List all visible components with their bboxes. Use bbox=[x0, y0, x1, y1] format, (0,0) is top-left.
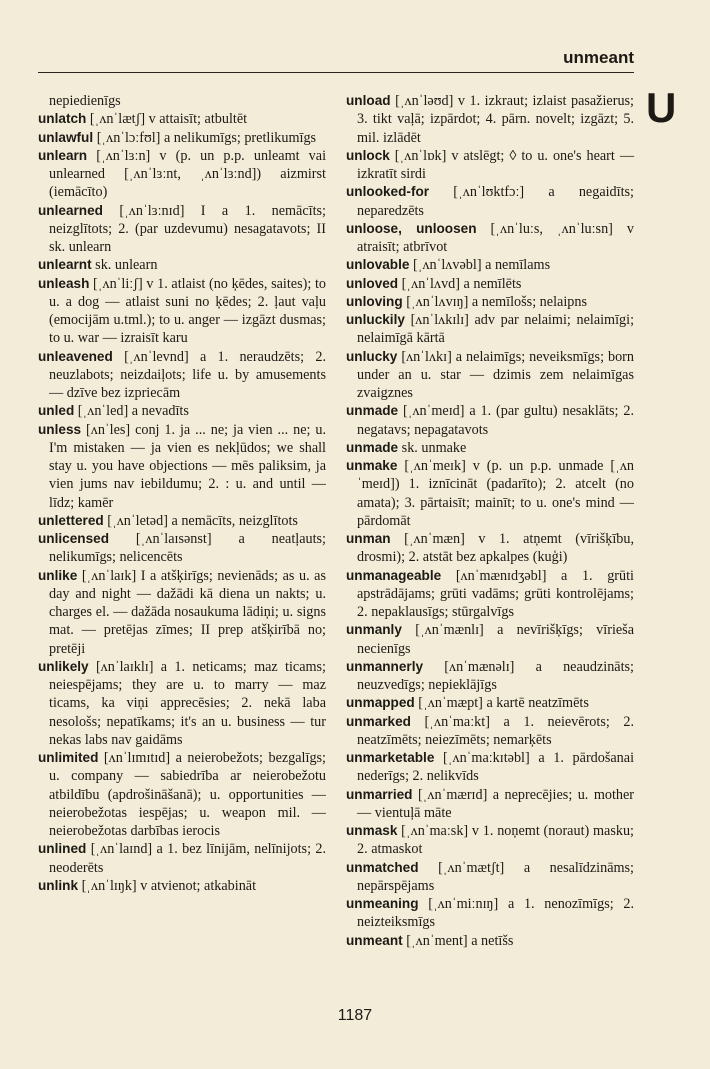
entry-headword: unmanly bbox=[346, 622, 402, 638]
entry-headword: unlovable bbox=[346, 257, 410, 273]
entry-headword: unlearnt bbox=[38, 257, 92, 273]
entry-definition: [ˌʌnˈliːʃ] v 1. atlaist (no ķēdes, saites); to u. a dog — atlaist suni no ķēdes; 2. ļaut vaļu (emocijām u.tml.); to u. anger — izgāzt dusmas; to u. war — izraisīt karu bbox=[49, 275, 326, 347]
entry-definition: [ˌʌnˈlɪŋk] v atvienot; atkabināt bbox=[81, 877, 257, 894]
entry-definition: [ˌʌnˈlʊktfɔː] a negaidīts; neparedzēts bbox=[357, 184, 634, 219]
dictionary-entry bbox=[346, 530, 634, 567]
thumb-index-letter: U bbox=[646, 84, 677, 131]
entry-headword: unlooked-for bbox=[346, 184, 430, 200]
entry-definition: [ˌʌnˈmeɪk] v (p. un p.p. unmade [ˌʌnˈmeɪd]) 1. iznīcināt (padarīto); 2. atcelt (no amata); 3. pārtaisīt; mainīt; to u. one's mind — pārdomāt bbox=[357, 458, 635, 529]
entry-definition: [ˌʌnˈmaːkt] a 1. neievērots; 2. neatzīmēts; neiezīmēts; nemarķēts bbox=[357, 713, 634, 748]
dictionary-entry bbox=[346, 402, 634, 439]
dictionary-entry bbox=[38, 421, 326, 512]
entry-headword: unmade bbox=[346, 439, 399, 455]
entry-definition: [ˌʌnˈmeɪd] a 1. (par gultu) nesaklāts; 2. negatavs; nepagatavots bbox=[357, 403, 635, 438]
entry-definition: [ʌnˈmænəlɪ] a neaudzināts; neuzvedīgs; nepieklājīgs bbox=[357, 658, 635, 693]
dictionary-entry bbox=[38, 402, 326, 420]
dictionary-entry bbox=[346, 694, 634, 712]
entry-headword: unlined bbox=[38, 841, 87, 857]
entry-headword: unmask bbox=[346, 823, 398, 838]
entry-definition: [ˌʌnˈlɔːfʊl] a nelikumīgs; pretlikumīgs bbox=[96, 129, 317, 146]
entry-headword: unless bbox=[38, 421, 82, 437]
entry-definition: [ˌʌnˈmæn] v 1. atņemt (vīrišķību, drosmi); 2. atstāt bez apkalpes (kuģi) bbox=[357, 531, 634, 566]
entry-headword: unlink bbox=[38, 877, 79, 893]
entry-definition: [ˌʌnˈləʊd] v 1. izkraut; izlaist pasažierus; 3. tikt vaļā; izpārdot; 4. pārn. novelt; izgāzt; 5. mil. izlādēt bbox=[357, 93, 634, 146]
entry-definition: [ˌʌnˈmænlɪ] a nevīrišķīgs; vīrieša necienīgs bbox=[357, 622, 635, 657]
dictionary-entry bbox=[346, 932, 634, 950]
dictionary-entry bbox=[346, 92, 634, 147]
entry-headword: unload bbox=[346, 93, 391, 108]
dictionary-entry bbox=[38, 92, 326, 110]
entry-definition: [ˌʌnˈment] a netīšs bbox=[406, 932, 514, 949]
entry-definition: [ˌʌnˈlɜːn] v (p. un p.p. unleamt vai unlearned [ˌʌnˈlɜːnt, ˌʌnˈlɜːnd]) aizmirst (iemācīto) bbox=[49, 147, 327, 201]
dictionary-entry bbox=[346, 311, 634, 348]
entry-headword: unleavened bbox=[38, 348, 113, 364]
dictionary-entry bbox=[38, 658, 326, 749]
entry-headword: unmannerly bbox=[346, 658, 424, 674]
entry-definition: [ˌʌnˈlaɪnd] a 1. bez līnijām, nelīnijots; 2. neoderēts bbox=[49, 841, 327, 876]
entry-definition: [ʌnˈles] conj 1. ja ... ne; ja vien ... ne; u. I'm mistaken — ja vien es nekļūdos; we shall stay u. you have objections — mēs paliksim, ja vien jums nav iebildumu; 2. : u. and until — līdz; kamēr bbox=[49, 421, 326, 511]
page-number: 1187 bbox=[337, 1007, 373, 1024]
dictionary-entry bbox=[346, 457, 634, 530]
entry-definition: sk. unlearn bbox=[95, 257, 158, 274]
entry-definition: [ʌnˈlʌkɪlɪ] adv par nelaimi; nelaimīgi; nelaimīgā kārtā bbox=[357, 312, 635, 347]
dictionary-entry bbox=[346, 293, 634, 311]
entry-definition: [ˌʌnˈmæpt] a kartē neatzīmēts bbox=[418, 695, 589, 712]
entry-headword: unloving bbox=[346, 293, 403, 309]
dictionary-entry bbox=[38, 567, 326, 658]
dictionary-entry bbox=[346, 183, 634, 220]
dictionary-entry bbox=[38, 348, 326, 403]
entry-headword: unluckily bbox=[346, 312, 405, 327]
dictionary-entry bbox=[346, 348, 634, 403]
left-column bbox=[38, 92, 326, 895]
dictionary-entry bbox=[346, 275, 634, 293]
dictionary-entry bbox=[346, 256, 634, 274]
entry-headword: unloose, unloosen bbox=[346, 220, 477, 236]
entry-headword: unmake bbox=[346, 458, 398, 473]
entry-headword: unmarried bbox=[346, 786, 413, 802]
entry-headword: unlatch bbox=[38, 111, 87, 127]
dictionary-entry bbox=[346, 786, 634, 823]
entry-definition: [ˌʌnˈlaɪk] I a atšķirīgs; nevienāds; as u. as day and night — dažādi kā diena un nakts; u. charges el. — dažāda nosaukuma lādiņi; u. signs mat. — pretējas zīmes; II prep atšķirībā no; pretēji bbox=[49, 567, 326, 657]
entry-definition: [ˌʌnˈmaːkɪtəbl] a 1. pārdošanai nederīgs; 2. nelikvīds bbox=[357, 750, 635, 785]
dictionary-entry bbox=[346, 147, 634, 184]
entry-headword: unmatched bbox=[346, 859, 419, 875]
entry-headword: unlicensed bbox=[38, 531, 110, 546]
dictionary-entry bbox=[346, 895, 634, 932]
entry-definition: [ˌʌnˈlɜːnɪd] I a 1. nemācīts; neizglītots; 2. (par uzdevumu) nesagatavots; II sk. unlearn bbox=[49, 202, 326, 255]
dictionary-entry bbox=[38, 129, 326, 147]
right-column bbox=[346, 92, 634, 950]
dictionary-entry bbox=[38, 110, 326, 128]
entry-definition: [ˌʌnˈlʌvɪŋ] a nemīlošs; nelaipns bbox=[406, 293, 587, 310]
dictionary-entry bbox=[38, 877, 326, 895]
dictionary-entry bbox=[38, 256, 326, 274]
entry-headword: unlettered bbox=[38, 512, 104, 528]
dictionary-entry bbox=[38, 749, 326, 840]
dictionary-entry bbox=[38, 512, 326, 530]
entry-headword: unmarked bbox=[346, 713, 411, 729]
dictionary-entry bbox=[38, 147, 326, 202]
entry-headword: unman bbox=[346, 531, 391, 546]
entry-headword: unmeant bbox=[346, 932, 403, 948]
dictionary-entry bbox=[346, 658, 634, 695]
entry-headword: unlearned bbox=[38, 202, 103, 218]
entry-definition: [ˌʌnˈletəd] a nemācīts, neizglītots bbox=[107, 512, 298, 529]
entry-headword: unmeaning bbox=[346, 896, 419, 911]
entry-headword: unlikely bbox=[38, 658, 89, 674]
entry-definition: [ˌʌnˈmiːnɪŋ] a 1. nenozīmīgs; 2. neizteiksmīgs bbox=[357, 896, 634, 931]
entry-headword: unmade bbox=[346, 403, 399, 419]
entry-definition: [ˌʌnˈlʌvd] a nemīlēts bbox=[401, 275, 522, 292]
dictionary-entry bbox=[38, 275, 326, 348]
entry-definition: [ˌʌnˈlevnd] a 1. neraudzēts; 2. neuzlabots; neizdaiļots; life u. by amusements — dzīve bez izpriecām bbox=[49, 348, 326, 401]
entry-headword: unmapped bbox=[346, 695, 415, 711]
entry-definition: [ˌʌnˈlʌvəbl] a nemīlams bbox=[413, 257, 551, 274]
entry-headword: unlearn bbox=[38, 147, 88, 163]
entry-headword: unlock bbox=[346, 147, 390, 163]
running-head: unmeant bbox=[563, 48, 634, 67]
entry-headword: unlimited bbox=[38, 750, 99, 765]
dictionary-entry bbox=[346, 859, 634, 896]
dictionary-entry bbox=[346, 439, 634, 457]
entry-headword: unlucky bbox=[346, 348, 398, 364]
entry-headword: unlawful bbox=[38, 129, 94, 145]
entry-definition: sk. unmake bbox=[401, 439, 467, 456]
entry-definition: [ˌʌnˈmaːsk] v 1. noņemt (noraut) masku; 2. atmaskot bbox=[357, 823, 634, 858]
dictionary-entry bbox=[346, 220, 634, 257]
dictionary-entry bbox=[38, 530, 326, 567]
dictionary-entry bbox=[346, 713, 634, 750]
entry-headword: unleash bbox=[38, 275, 90, 291]
entry-definition: [ˌʌnˈlætʃ] v attaisīt; atbultēt bbox=[89, 111, 248, 128]
entry-definition: [ˌʌnˈled] a nevadīts bbox=[77, 403, 189, 420]
entry-definition: [ˌʌnˈluːs, ˌʌnˈluːsn] v atraisīt; atbrīvot bbox=[357, 220, 634, 255]
entry-definition: [ˌʌnˈlaɪsənst] a neatļauts; nelikumīgs; nelicencēts bbox=[49, 531, 326, 566]
dictionary-entry bbox=[346, 621, 634, 658]
entry-headword: unloved bbox=[346, 275, 399, 291]
entry-definition: [ˌʌnˈlɒk] v atslēgt; ◊ to u. one's heart — izkratīt sirdi bbox=[357, 147, 635, 182]
dictionary-entry bbox=[346, 567, 634, 622]
entry-definition: [ʌnˈmænɪdʒəbl] a 1. grūti apstrādājams; grūti vadāms; grūti kontrolējams; 2. nepaklausīgs; stūrgalvīgs bbox=[357, 567, 635, 620]
entry-definition: [ˌʌnˈmærɪd] a neprecējies; u. mother — vientuļā māte bbox=[357, 786, 635, 821]
entry-definition: [ˌʌnˈmætʃt] a nesalīdzināms; nepārspējams bbox=[357, 859, 634, 894]
entry-headword: unmanageable bbox=[346, 567, 442, 583]
entry-definition: [ʌnˈlɪmɪtɪd] a neierobežots; bezgalīgs; u. company — sabiedrība ar neierobežotu atbildību (apdrošināšanā); u. opportunities — neierobežotas iespējas; u. weapon mil. — neierobežotas darbības ierocis bbox=[49, 750, 326, 839]
entry-definition: [ʌnˈlaɪklɪ] a 1. neticams; maz ticams; neiespējams; they are u. to marry — maz ticams, ka viņi apprecēsies; 2. nekā laba nesološs; nepatīkams; it's an u. business — tur nekas labs nav gaidāms bbox=[49, 658, 326, 748]
dictionary-entry bbox=[346, 822, 634, 859]
dictionary-entry bbox=[38, 202, 326, 257]
entry-headword: unlike bbox=[38, 567, 78, 583]
entry-definition: nepiedienīgs bbox=[49, 93, 121, 109]
entry-definition: [ʌnˈlʌkɪ] a nelaimīgs; neveiksmīgs; born under an u. star — dzimis zem nelaimīgas zvaigznes bbox=[357, 348, 634, 401]
dictionary-entry bbox=[38, 840, 326, 877]
header-rule bbox=[38, 72, 634, 73]
dictionary-entry bbox=[346, 749, 634, 786]
entry-headword: unled bbox=[38, 403, 75, 419]
entry-headword: unmarketable bbox=[346, 750, 435, 765]
